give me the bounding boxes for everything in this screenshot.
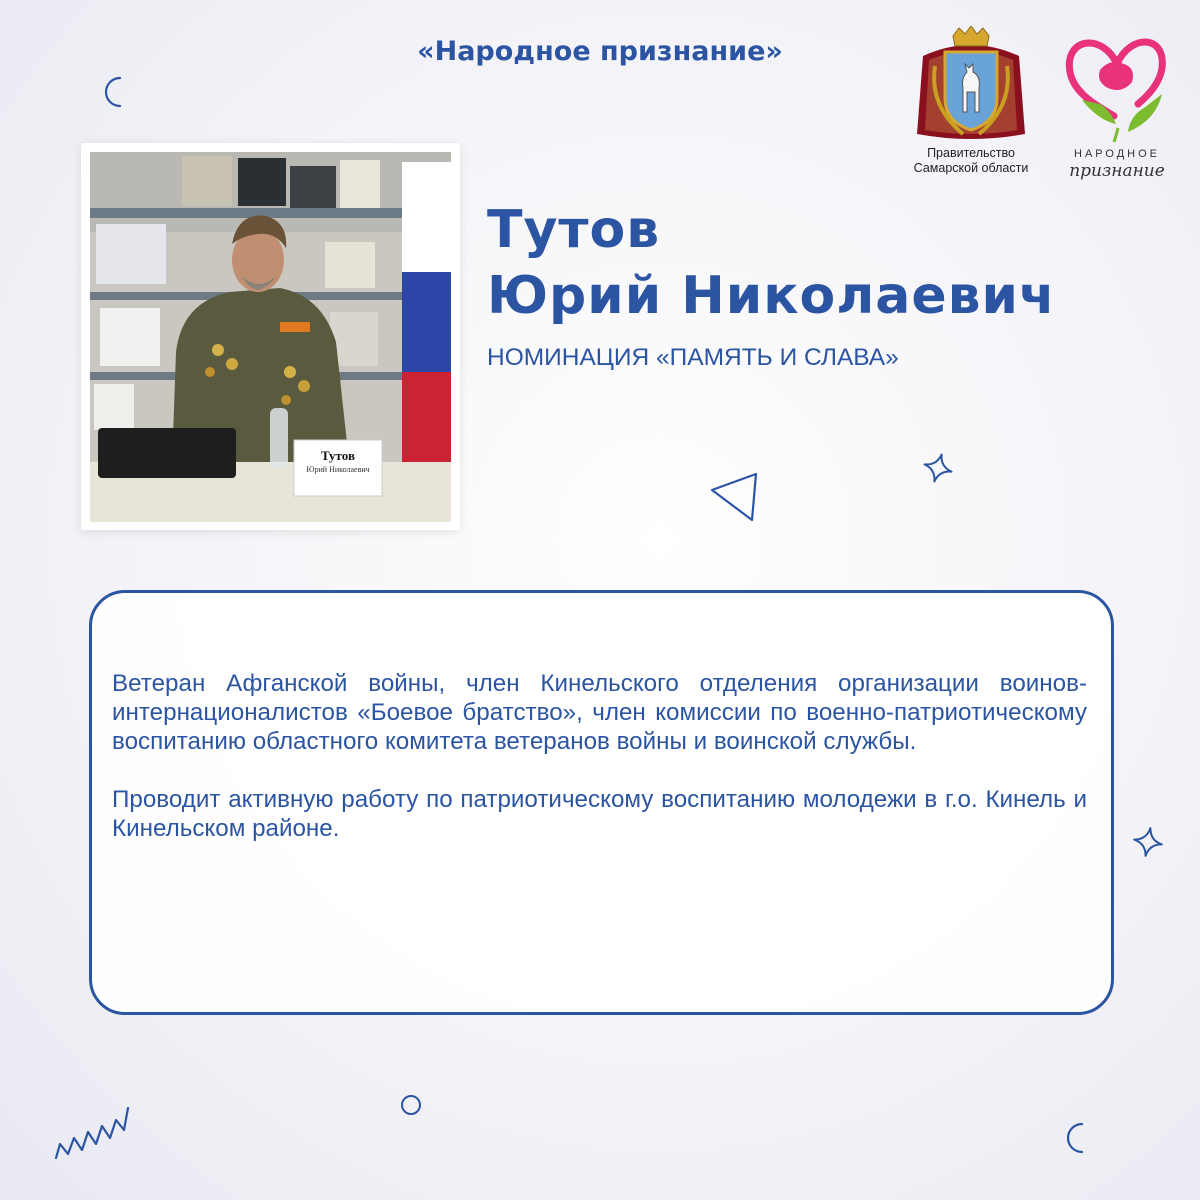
star-icon	[920, 450, 956, 486]
portrait-photo	[90, 152, 451, 522]
nomination-label: НОМИНАЦИЯ «ПАМЯТЬ И СЛАВА»	[487, 344, 899, 371]
award-logo-top-text: НАРОДНОЕ	[1074, 148, 1160, 160]
description-box	[89, 590, 1114, 1015]
arc-icon	[1058, 1118, 1094, 1158]
zigzag-icon	[52, 1102, 132, 1164]
coat-of-arms-icon	[903, 26, 1039, 144]
circle-icon	[399, 1093, 423, 1117]
star-icon	[1130, 824, 1166, 860]
award-logo	[1058, 24, 1176, 184]
government-logo	[903, 26, 1039, 182]
name-card-subtitle: Юрий Николаевич	[306, 465, 370, 474]
portrait-frame	[81, 143, 460, 530]
government-caption-line1: Правительство	[927, 146, 1015, 160]
government-caption-line2: Самарской области	[913, 161, 1029, 175]
person-last-name: Тутов	[487, 200, 661, 260]
triangle-icon	[706, 470, 762, 526]
award-logo-bottom-text: признание	[1069, 161, 1165, 181]
header-title: «Народное признание»	[417, 36, 783, 67]
description-paragraph-2: Проводит активную работу по патриотическому воспитанию молодежи в г.о. Кинель и Кинельском районе.	[112, 786, 1087, 842]
description-paragraph-1: Ветеран Афганской войны, член Кинельского отделения организации воинов-интернационалистов «Боевое братство», член комиссии по военно-патриотическому воспитанию областного комитета ветеранов войны и воинской службы.	[112, 670, 1087, 755]
person-first-names: Юрий Николаевич	[487, 266, 1056, 326]
heart-hands-icon	[1058, 24, 1176, 146]
name-card-title: Тутов	[321, 448, 355, 463]
arc-icon	[96, 72, 132, 112]
